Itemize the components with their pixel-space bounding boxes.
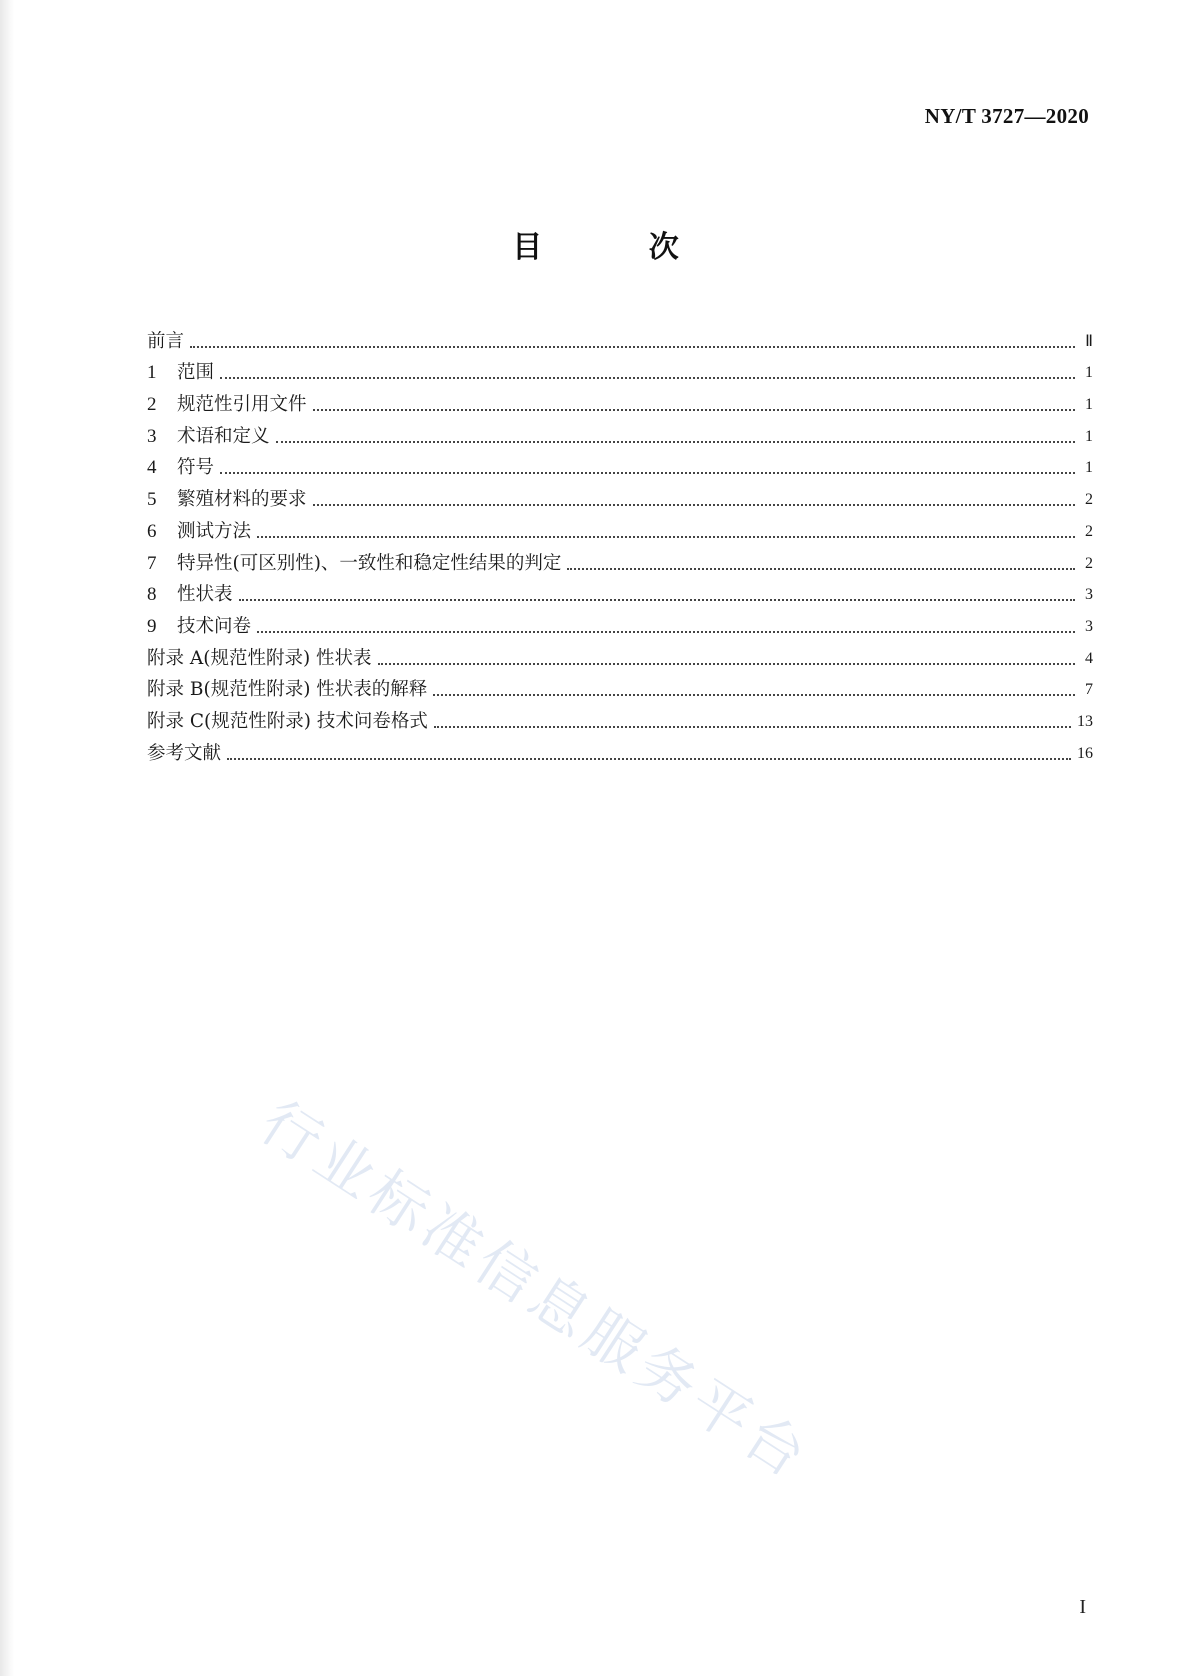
toc-entry-page: 3: [1085, 586, 1093, 604]
toc-entry-label: 术语和定义: [177, 425, 270, 447]
toc-entry-label: 范围: [177, 362, 215, 384]
toc-entry[interactable]: [147, 702, 1093, 734]
toc-entry-page: 2: [1085, 522, 1093, 540]
toc-leader-dots: [433, 694, 1075, 696]
toc-leader-dots: [190, 346, 1075, 348]
toc-entry-page: Ⅱ: [1085, 332, 1093, 350]
toc-entry[interactable]: [147, 449, 1093, 481]
toc-leader-dots: [220, 472, 1075, 474]
toc-entry-page: 2: [1085, 554, 1093, 572]
toc-entry[interactable]: [147, 639, 1093, 671]
toc-entry-number: 1: [147, 362, 157, 384]
toc-leader-dots: [220, 377, 1075, 379]
toc-entry[interactable]: [147, 417, 1093, 449]
toc-entry-page: 16: [1077, 744, 1093, 762]
toc-entry[interactable]: [147, 322, 1093, 354]
toc-leader-dots: [567, 568, 1075, 570]
toc-entry-number: 5: [147, 489, 157, 511]
toc-entry-number: 2: [147, 394, 157, 416]
toc-entry-label: 参考文献: [147, 742, 222, 764]
toc-entry[interactable]: [147, 385, 1093, 417]
toc-entry[interactable]: [147, 512, 1093, 544]
toc-entry-page: 13: [1077, 712, 1093, 730]
toc-title: 目 次: [512, 230, 727, 265]
toc-entry-label: 附录 A(规范性附录) 性状表: [147, 647, 372, 669]
watermark: 行业标准信息服务平台: [248, 1087, 823, 1494]
toc-entry-page: 1: [1085, 396, 1093, 414]
toc-leader-dots: [313, 409, 1075, 411]
standard-number: NY/T 3727—2020: [924, 104, 1089, 128]
toc-leader-dots: [378, 663, 1075, 665]
toc-entry[interactable]: [147, 576, 1093, 608]
toc-entry-number: 3: [147, 425, 157, 447]
toc-entry-page: 3: [1085, 617, 1093, 635]
toc-entry-number: 9: [147, 615, 157, 637]
toc-entry-label: 符号: [177, 457, 215, 479]
toc-entry-page: 1: [1085, 364, 1093, 382]
toc-leader-dots: [313, 504, 1075, 506]
toc-entry[interactable]: [147, 607, 1093, 639]
toc-entry-label: 特异性(可区别性)、一致性和稳定性结果的判定: [177, 552, 562, 574]
toc-entry[interactable]: [147, 671, 1093, 703]
toc-entry-label: 前言: [147, 330, 185, 352]
toc-entry-label: 技术问卷: [177, 615, 252, 637]
toc-entry-label: 繁殖材料的要求: [177, 489, 307, 511]
toc-entry-label: 测试方法: [177, 520, 252, 542]
toc-entry[interactable]: [147, 544, 1093, 576]
toc-leader-dots: [257, 631, 1075, 633]
toc-entry-label: 附录 B(规范性附录) 性状表的解释: [147, 679, 428, 701]
toc-entry-page: 1: [1085, 459, 1093, 477]
toc-entry-number: 6: [147, 520, 157, 542]
toc-entry-label: 附录 C(规范性附录) 技术问卷格式: [147, 710, 428, 732]
toc-leader-dots: [434, 726, 1071, 728]
toc-leader-dots: [276, 441, 1075, 443]
toc-leader-dots: [257, 536, 1075, 538]
toc-entry-page: 1: [1085, 427, 1093, 445]
toc-leader-dots: [227, 758, 1071, 760]
toc-entry[interactable]: [147, 354, 1093, 386]
toc-entry-page: 4: [1085, 649, 1093, 667]
toc-entry-number: 8: [147, 584, 157, 606]
toc-entry-label: 规范性引用文件: [177, 394, 307, 416]
toc-entry-page: 7: [1085, 681, 1093, 699]
toc-entry[interactable]: [147, 734, 1093, 766]
toc-entry-number: 4: [147, 457, 157, 479]
toc-entry-label: 性状表: [177, 584, 233, 606]
toc-entry[interactable]: [147, 480, 1093, 512]
toc-entry-number: 7: [147, 552, 157, 574]
toc-leader-dots: [239, 599, 1075, 601]
table-of-contents: [147, 322, 1093, 766]
page-number: I: [1079, 1596, 1086, 1618]
toc-entry-page: 2: [1085, 491, 1093, 509]
